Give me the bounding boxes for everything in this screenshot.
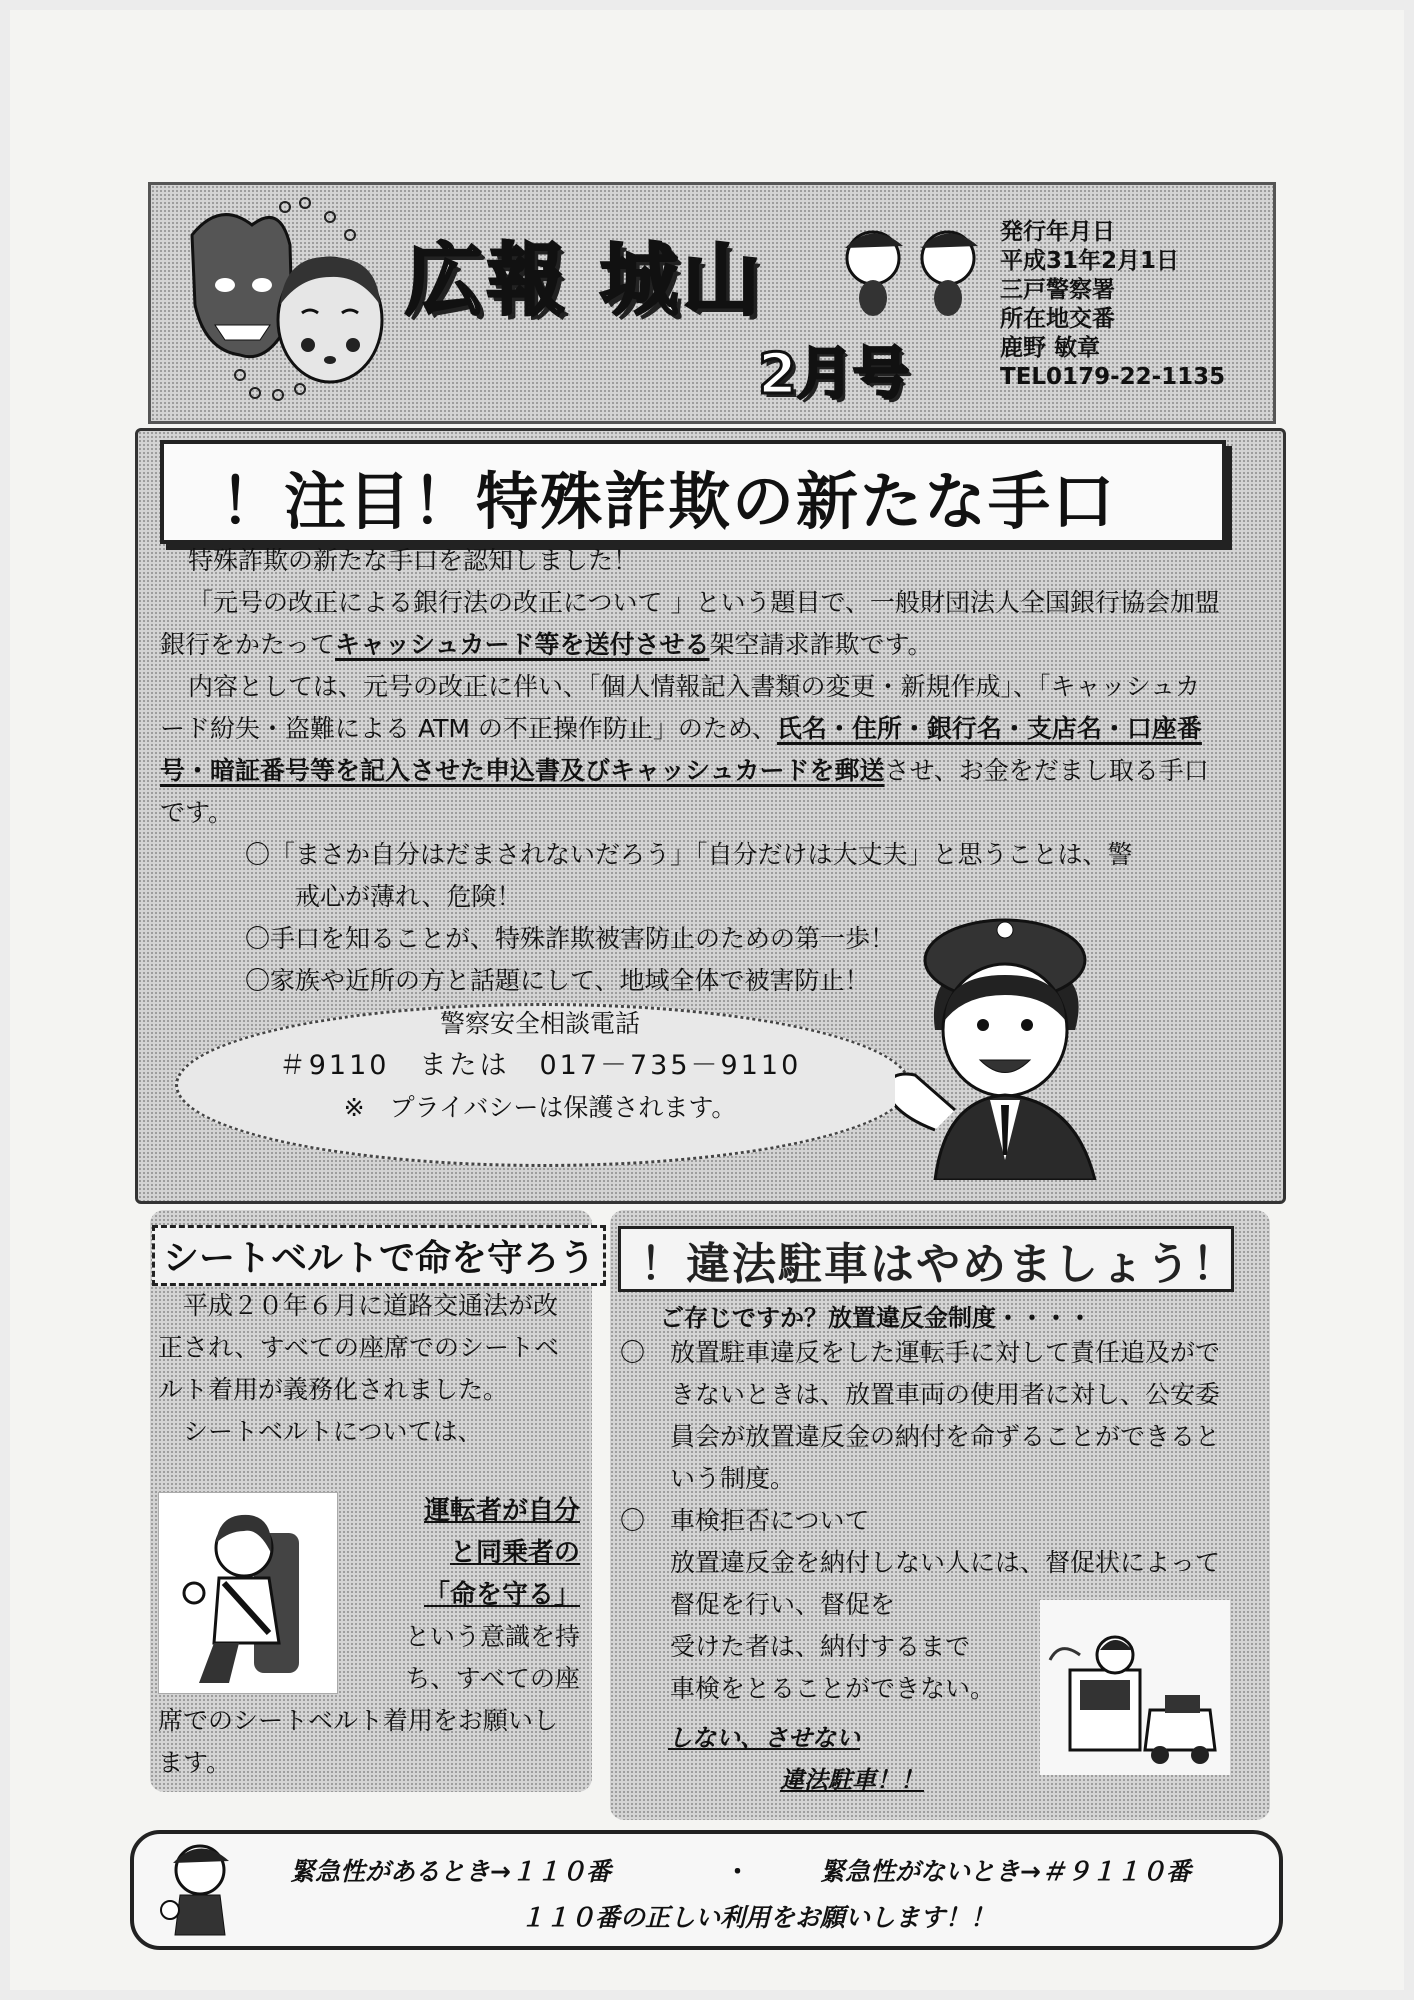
- seatbelt-emphasis-line: と同乗者の: [449, 1538, 580, 1568]
- hotline-note: ※ プライバシーは保護されます。: [343, 1093, 737, 1122]
- fraud-p2-text: 内容としては、元号の改正に伴い、「個人情報記入書類の変更・新規作成」、「キャッシュカード紛失・盗難による ATM の不正操作防止」のため、: [160, 672, 1201, 743]
- parking-illustration: [1040, 1600, 1230, 1775]
- seatbelt-paragraph-1: 平成２０年６月に道路交通法が改正され、すべての座席でのシートベルト着用が義務化されました。: [158, 1291, 560, 1404]
- tow-vehicle-drawing: [1040, 1600, 1230, 1775]
- parking-item-2-heading: 〇 車検拒否について: [620, 1506, 870, 1535]
- police-mascots-illustration: [833, 218, 993, 318]
- warning-item: 〇「まさか自分はだまされないだろう」「自分だけは大丈夫」と思うことは、警戒心が薄れ、危険！: [245, 840, 1133, 911]
- warning-item: 〇手口を知ることが、特殊詐欺被害防止のための第一歩！: [245, 924, 896, 953]
- seatbelt-tail-line: という意識を持: [404, 1622, 580, 1651]
- parking-item-2-body: 車検をとることができない。: [670, 1674, 996, 1703]
- seatbelt-emphasis-line: 運転者が自分: [423, 1496, 580, 1526]
- fraud-headline: ！注目！特殊詐欺の新たな手口: [220, 465, 1117, 538]
- phone-number: TEL0179-22-1135: [1000, 364, 1226, 390]
- parking-title: ！違法駐車はやめましょう！: [640, 1239, 1238, 1290]
- hotline-numbers: ＃9110 または 017－735－9110: [278, 1050, 802, 1081]
- seatbelt-illustration: [158, 1492, 338, 1694]
- parking-slogan-2: 違法駐車！！: [780, 1766, 924, 1794]
- seatbelt-body: [158, 1285, 578, 1453]
- office-branch: 所在地交番: [1000, 306, 1115, 332]
- parking-item-2-body: 受けた者は、納付するまで: [670, 1632, 971, 1661]
- office-name: 三戸警察署: [1000, 277, 1115, 303]
- newsletter-title: 広報 城山: [405, 236, 765, 326]
- parking-subtitle: ご存じですか？放置違反金制度・・・・: [660, 1304, 1092, 1332]
- parking-slogan-1: しない、させない: [668, 1724, 860, 1752]
- seatbelt-emphasis-line: 「命を守る」: [423, 1580, 580, 1610]
- publish-label: 発行年月日: [1000, 219, 1115, 245]
- hotline-title: 警察安全相談電話: [439, 1009, 640, 1038]
- hotline-block: [175, 1003, 905, 1129]
- fraud-p1-emphasis: キャッシュカード等を送付させる: [335, 630, 710, 659]
- fraud-paragraph-2: [160, 666, 1220, 834]
- parking-item-2-body: 放置違反金を納付しない人には、督促状によって督促を行い、督促を: [670, 1548, 1221, 1619]
- publish-date: 平成31年2月1日: [1000, 248, 1180, 274]
- fraud-p1-tail: 架空請求詐欺です。: [709, 630, 933, 659]
- fraud-paragraph-1: [160, 582, 1220, 666]
- seatbelt-title: シートベルトで命を守ろう: [152, 1225, 606, 1286]
- police-mascot-icon: [155, 1835, 245, 1940]
- parking-item-1: 〇 放置駐車違反をした運転手に対して責任追及ができないときは、放置車両の使用者に対し、公安委員会が放置違反金の納付を命ずることができるという制度。: [620, 1338, 1221, 1493]
- seatbelt-emphasis: [345, 1490, 580, 1700]
- officer-name: 鹿野 敏章: [1000, 335, 1101, 361]
- seatbelt-paragraph-2: シートベルトについては、: [183, 1417, 483, 1446]
- seatbelt-closing: 席でのシートベルト着用をお願いします。: [158, 1706, 559, 1777]
- woman-seatbelt-drawing: [159, 1493, 337, 1693]
- policewoman-illustration: [895, 880, 1215, 1180]
- warning-item: 〇家族や近所の方と話題にして、地域全体で被害防止！: [245, 966, 870, 995]
- fraud-p2-emphasis: 氏名・住所・銀行名・支店名・口座番号・暗証番号等を記入させた申込書及びキャッシュカードを郵送: [160, 714, 1202, 785]
- fraud-p2-tail: させ、お金をだまし取る手口です。: [160, 756, 1209, 827]
- proper-use-request: １１０番の正しい利用をお願いします！！: [520, 1903, 996, 1932]
- fraud-intro: 特殊詐欺の新たな手口を認知しました！: [188, 546, 639, 575]
- seatbelt-tail-line: ち、すべての座: [405, 1664, 580, 1693]
- fraud-article-body: [160, 540, 1220, 834]
- oni-okame-masks-illustration: [180, 195, 400, 410]
- fraud-p1-text: 「元号の改正による銀行法の改正について 」という題目で、一般財団法人全国銀行協会加盟銀行をかたって: [160, 588, 1220, 659]
- urgent-call-note: 緊急性があるとき→１１０番: [290, 1857, 611, 1886]
- issue-info: [1000, 218, 1225, 392]
- issue-month-label: 2月号: [758, 342, 909, 407]
- footer-separator: ・: [725, 1857, 751, 1886]
- non-urgent-call-note: 緊急性がないとき→＃９１１０番: [820, 1857, 1191, 1886]
